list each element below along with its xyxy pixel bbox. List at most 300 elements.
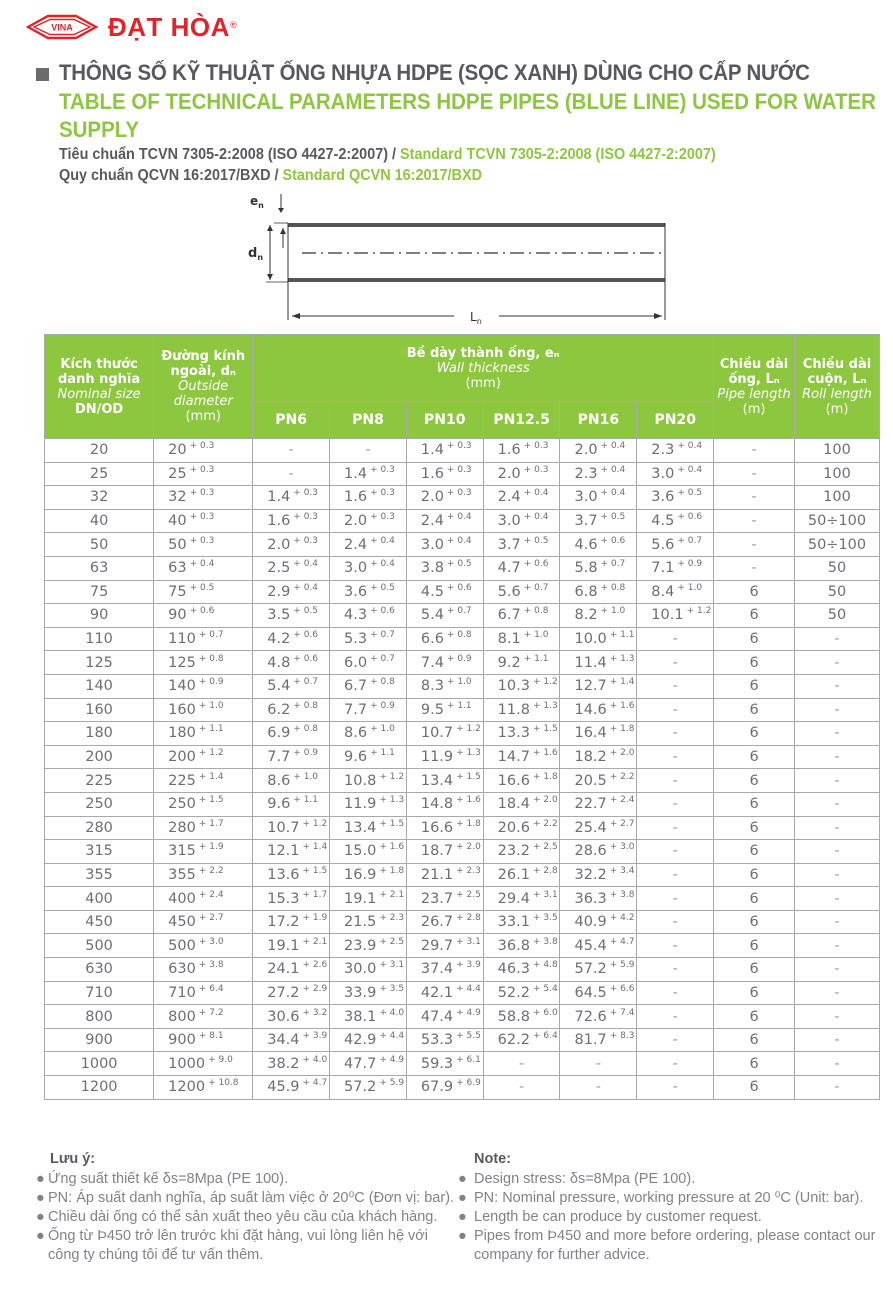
cell-pipe-length: 6 — [714, 1052, 795, 1076]
cell-wall-pn6: 4.8 $^{+ 0.6}$ — [253, 651, 330, 675]
note-item: ● Ứng suất thiết kế δs=8Mpa (PE 100). — [36, 1171, 289, 1187]
cell-wall-pn10: 13.4 $^{+ 1.5}$ — [406, 769, 483, 793]
cell-wall-pn8: 47.7 $^{+ 4.9}$ — [330, 1052, 407, 1076]
bullet-icon: ● — [36, 1228, 45, 1244]
cell-wall-pn16: 22.7 $^{+ 2.4}$ — [560, 792, 637, 816]
cell-wall-pn12-5: 4.7 $^{+ 0.6}$ — [483, 556, 560, 580]
note-item: ● Chiều dài ống có thể sản xuất theo yêu cầu của khách hàng. — [36, 1209, 438, 1225]
header-pn8: PN8 — [330, 402, 407, 439]
cell-outside-diameter: 1000 $^{+ 9.0}$ — [154, 1052, 253, 1076]
cell-roll-length: - — [795, 863, 880, 887]
standard-line: Tiêu chuẩn TCVN 7305-2:2008 (ISO 4427-2:2007) / Standard TCVN 7305-2:2008 (ISO 4427-2:2007) — [59, 146, 716, 163]
cell-wall-pn12-5: 52.2 $^{+ 5.4}$ — [483, 981, 560, 1005]
cell-wall-pn12-5: 11.8 $^{+ 1.3}$ — [483, 698, 560, 722]
cell-pipe-length: - — [714, 486, 795, 510]
cell-wall-pn20: - — [637, 840, 714, 864]
cell-wall-pn16: 72.6 $^{+ 7.4}$ — [560, 1005, 637, 1029]
cell-wall-pn8: 3.6 $^{+ 0.5}$ — [330, 580, 407, 604]
cell-pipe-length: 6 — [714, 769, 795, 793]
cell-wall-pn20: - — [637, 674, 714, 698]
cell-wall-pn20: - — [637, 910, 714, 934]
cell-wall-pn6: 12.1 $^{+ 1.4}$ — [253, 840, 330, 864]
cell-wall-pn10: 1.4 $^{+ 0.3}$ — [406, 439, 483, 463]
cell-nominal-size: 32 — [45, 486, 154, 510]
table-row — [45, 887, 880, 911]
cell-outside-diameter: 200 $^{+ 1.2}$ — [154, 745, 253, 769]
cell-wall-pn20: - — [637, 934, 714, 958]
cell-roll-length: - — [795, 792, 880, 816]
table-body — [45, 439, 880, 1100]
cell-pipe-length: 6 — [714, 910, 795, 934]
table-row — [45, 722, 880, 746]
cell-wall-pn6: 2.5 $^{+ 0.4}$ — [253, 556, 330, 580]
cell-wall-pn10: 11.9 $^{+ 1.3}$ — [406, 745, 483, 769]
cell-nominal-size: 355 — [45, 863, 154, 887]
cell-pipe-length: 6 — [714, 816, 795, 840]
cell-wall-pn6: 3.5 $^{+ 0.5}$ — [253, 604, 330, 628]
cell-nominal-size: 160 — [45, 698, 154, 722]
cell-pipe-length: - — [714, 533, 795, 557]
cell-nominal-size: 140 — [45, 674, 154, 698]
cell-roll-length: - — [795, 934, 880, 958]
cell-wall-pn12-5: 3.7 $^{+ 0.5}$ — [483, 533, 560, 557]
cell-pipe-length: 6 — [714, 887, 795, 911]
cell-outside-diameter: 63 $^{+ 0.4}$ — [154, 556, 253, 580]
cell-nominal-size: 250 — [45, 792, 154, 816]
bullet-icon: ● — [458, 1209, 467, 1225]
brand-logo — [26, 14, 237, 40]
cell-pipe-length: 6 — [714, 674, 795, 698]
cell-outside-diameter: 500 $^{+ 3.0}$ — [154, 934, 253, 958]
cell-wall-pn10: 47.4 $^{+ 4.9}$ — [406, 1005, 483, 1029]
cell-wall-pn12-5: 26.1 $^{+ 2.8}$ — [483, 863, 560, 887]
cell-roll-length: - — [795, 910, 880, 934]
note-item: ● Pipes from Þ450 and more before ordering, please contact our company for further advice. — [458, 1228, 876, 1263]
table-row — [45, 580, 880, 604]
table-row — [45, 934, 880, 958]
cell-wall-pn10: 23.7 $^{+ 2.5}$ — [406, 887, 483, 911]
technical-parameters-table — [44, 334, 880, 1100]
cell-wall-pn6: 15.3 $^{+ 1.7}$ — [253, 887, 330, 911]
header-pn16: PN16 — [560, 402, 637, 439]
cell-wall-pn10: 29.7 $^{+ 3.1}$ — [406, 934, 483, 958]
cell-roll-length: 50 — [795, 580, 880, 604]
cell-nominal-size: 630 — [45, 958, 154, 982]
cell-pipe-length: 6 — [714, 934, 795, 958]
cell-outside-diameter: 160 $^{+ 1.0}$ — [154, 698, 253, 722]
note-item: ● Ống từ Þ450 trở lên trước khi đặt hàng, vui lòng liên hệ với công ty chúng tôi để tư vấn thêm. — [36, 1228, 429, 1263]
cell-outside-diameter: 710 $^{+ 6.4}$ — [154, 981, 253, 1005]
cell-wall-pn20: - — [637, 1028, 714, 1052]
cell-wall-pn16: 11.4 $^{+ 1.3}$ — [560, 651, 637, 675]
cell-wall-pn6: 8.6 $^{+ 1.0}$ — [253, 769, 330, 793]
table-row — [45, 792, 880, 816]
cell-wall-pn16: 28.6 $^{+ 3.0}$ — [560, 840, 637, 864]
cell-outside-diameter: 355 $^{+ 2.2}$ — [154, 863, 253, 887]
cell-outside-diameter: 900 $^{+ 8.1}$ — [154, 1028, 253, 1052]
cell-wall-pn10: 8.3 $^{+ 1.0}$ — [406, 674, 483, 698]
cell-wall-pn6: 5.4 $^{+ 0.7}$ — [253, 674, 330, 698]
cell-wall-pn12-5: - — [483, 1052, 560, 1076]
cell-wall-pn16: 20.5 $^{+ 2.2}$ — [560, 769, 637, 793]
cell-wall-pn10: 53.3 $^{+ 5.5}$ — [406, 1028, 483, 1052]
cell-wall-pn12-5: - — [483, 1076, 560, 1100]
cell-wall-pn12-5: 46.3 $^{+ 4.8}$ — [483, 958, 560, 982]
cell-wall-pn10: 2.4 $^{+ 0.4}$ — [406, 509, 483, 533]
cell-wall-pn16: 36.3 $^{+ 3.8}$ — [560, 887, 637, 911]
cell-wall-pn12-5: 36.8 $^{+ 3.8}$ — [483, 934, 560, 958]
cell-wall-pn10: 14.8 $^{+ 1.6}$ — [406, 792, 483, 816]
cell-wall-pn16: 18.2 $^{+ 2.0}$ — [560, 745, 637, 769]
cell-pipe-length: 6 — [714, 1005, 795, 1029]
heading-square-icon — [36, 68, 49, 81]
cell-wall-pn12-5: 33.1 $^{+ 3.5}$ — [483, 910, 560, 934]
cell-wall-pn6: 6.2 $^{+ 0.8}$ — [253, 698, 330, 722]
cell-wall-pn8: 30.0 $^{+ 3.1}$ — [330, 958, 407, 982]
cell-wall-pn8: 6.7 $^{+ 0.8}$ — [330, 674, 407, 698]
page-heading — [36, 58, 886, 186]
bullet-icon: ● — [458, 1190, 467, 1206]
cell-nominal-size: 315 — [45, 840, 154, 864]
table-row — [45, 1005, 880, 1029]
cell-wall-pn20: - — [637, 627, 714, 651]
cell-wall-pn8: 11.9 $^{+ 1.3}$ — [330, 792, 407, 816]
cell-outside-diameter: 25 $^{+ 0.3}$ — [154, 462, 253, 486]
cell-pipe-length: - — [714, 439, 795, 463]
cell-outside-diameter: 250 $^{+ 1.5}$ — [154, 792, 253, 816]
table-row — [45, 1028, 880, 1052]
cell-outside-diameter: 1200 $^{+ 10.8}$ — [154, 1076, 253, 1100]
cell-wall-pn16: 81.7 $^{+ 8.3}$ — [560, 1028, 637, 1052]
cell-wall-pn10: 3.0 $^{+ 0.4}$ — [406, 533, 483, 557]
header-roll-length: Chiều dài cuộn, Lₙ Roll length (m) — [795, 335, 880, 439]
cell-nominal-size: 40 — [45, 509, 154, 533]
table-row — [45, 745, 880, 769]
cell-wall-pn6: 45.9 $^{+ 4.7}$ — [253, 1076, 330, 1100]
cell-wall-pn8: 16.9 $^{+ 1.8}$ — [330, 863, 407, 887]
cell-wall-pn16: - — [560, 1052, 637, 1076]
cell-wall-pn6: 6.9 $^{+ 0.8}$ — [253, 722, 330, 746]
cell-roll-length: 100 — [795, 462, 880, 486]
cell-wall-pn6: 2.0 $^{+ 0.3}$ — [253, 533, 330, 557]
cell-wall-pn20: - — [637, 958, 714, 982]
cell-wall-pn10: 7.4 $^{+ 0.9}$ — [406, 651, 483, 675]
cell-outside-diameter: 75 $^{+ 0.5}$ — [154, 580, 253, 604]
cell-wall-pn16: 6.8 $^{+ 0.8}$ — [560, 580, 637, 604]
cell-wall-pn8: 8.6 $^{+ 1.0}$ — [330, 722, 407, 746]
notes-vietnamese — [36, 1150, 456, 1265]
cell-wall-pn20: - — [637, 863, 714, 887]
cell-wall-pn10: 18.7 $^{+ 2.0}$ — [406, 840, 483, 864]
table-row — [45, 556, 880, 580]
table-row — [45, 439, 880, 463]
cell-wall-pn10: 4.5 $^{+ 0.6}$ — [406, 580, 483, 604]
cell-wall-pn10: 42.1 $^{+ 4.4}$ — [406, 981, 483, 1005]
cell-wall-pn16: 2.0 $^{+ 0.4}$ — [560, 439, 637, 463]
cell-wall-pn12-5: 2.4 $^{+ 0.4}$ — [483, 486, 560, 510]
cell-outside-diameter: 180 $^{+ 1.1}$ — [154, 722, 253, 746]
cell-pipe-length: 6 — [714, 840, 795, 864]
table-row — [45, 958, 880, 982]
cell-roll-length: - — [795, 1052, 880, 1076]
cell-roll-length: 50 — [795, 556, 880, 580]
cell-wall-pn6: 7.7 $^{+ 0.9}$ — [253, 745, 330, 769]
cell-outside-diameter: 225 $^{+ 1.4}$ — [154, 769, 253, 793]
cell-wall-pn16: 45.4 $^{+ 4.7}$ — [560, 934, 637, 958]
cell-wall-pn16: 10.0 $^{+ 1.1}$ — [560, 627, 637, 651]
table-row — [45, 910, 880, 934]
cell-nominal-size: 20 — [45, 439, 154, 463]
cell-wall-pn10: 3.8 $^{+ 0.5}$ — [406, 556, 483, 580]
cell-nominal-size: 125 — [45, 651, 154, 675]
table-row — [45, 981, 880, 1005]
cell-roll-length: - — [795, 958, 880, 982]
table-row — [45, 509, 880, 533]
cell-wall-pn8: 38.1 $^{+ 4.0}$ — [330, 1005, 407, 1029]
table-row — [45, 769, 880, 793]
cell-wall-pn8: 13.4 $^{+ 1.5}$ — [330, 816, 407, 840]
cell-wall-pn8: 21.5 $^{+ 2.3}$ — [330, 910, 407, 934]
cell-nominal-size: 25 — [45, 462, 154, 486]
header-pn10: PN10 — [406, 402, 483, 439]
cell-wall-pn8: 2.4 $^{+ 0.4}$ — [330, 533, 407, 557]
cell-nominal-size: 110 — [45, 627, 154, 651]
cell-pipe-length: 6 — [714, 651, 795, 675]
cell-wall-pn8: 4.3 $^{+ 0.6}$ — [330, 604, 407, 628]
cell-wall-pn12-5: 3.0 $^{+ 0.4}$ — [483, 509, 560, 533]
cell-wall-pn20: 3.0 $^{+ 0.4}$ — [637, 462, 714, 486]
cell-wall-pn16: 57.2 $^{+ 5.9}$ — [560, 958, 637, 982]
cell-wall-pn6: 10.7 $^{+ 1.2}$ — [253, 816, 330, 840]
cell-wall-pn16: 25.4 $^{+ 2.7}$ — [560, 816, 637, 840]
cell-wall-pn8: 10.8 $^{+ 1.2}$ — [330, 769, 407, 793]
cell-wall-pn8: 1.4 $^{+ 0.3}$ — [330, 462, 407, 486]
cell-wall-pn10: 10.7 $^{+ 1.2}$ — [406, 722, 483, 746]
cell-wall-pn20: - — [637, 1076, 714, 1100]
table-row — [45, 486, 880, 510]
note-item: ● Length be can produce by customer request. — [458, 1209, 762, 1225]
cell-wall-pn20: - — [637, 1052, 714, 1076]
cell-wall-pn12-5: 6.7 $^{+ 0.8}$ — [483, 604, 560, 628]
cell-wall-pn8: 57.2 $^{+ 5.9}$ — [330, 1076, 407, 1100]
cell-roll-length: - — [795, 1028, 880, 1052]
header-pipe-length: Chiều dài ống, Lₙ Pipe length (m) — [714, 335, 795, 439]
cell-wall-pn8: 9.6 $^{+ 1.1}$ — [330, 745, 407, 769]
cell-wall-pn12-5: 13.3 $^{+ 1.5}$ — [483, 722, 560, 746]
cell-wall-pn6: 17.2 $^{+ 1.9}$ — [253, 910, 330, 934]
cell-wall-pn12-5: 18.4 $^{+ 2.0}$ — [483, 792, 560, 816]
cell-pipe-length: 6 — [714, 580, 795, 604]
cell-wall-pn20: - — [637, 887, 714, 911]
cell-nominal-size: 280 — [45, 816, 154, 840]
cell-pipe-length: 6 — [714, 1028, 795, 1052]
cell-wall-pn10: 5.4 $^{+ 0.7}$ — [406, 604, 483, 628]
cell-wall-pn10: 67.9 $^{+ 6.9}$ — [406, 1076, 483, 1100]
header-pn12-5: PN12.5 — [483, 402, 560, 439]
cell-wall-pn16: 3.7 $^{+ 0.5}$ — [560, 509, 637, 533]
cell-outside-diameter: 280 $^{+ 1.7}$ — [154, 816, 253, 840]
table-row — [45, 840, 880, 864]
cell-wall-pn8: 23.9 $^{+ 2.5}$ — [330, 934, 407, 958]
cell-wall-pn16: 8.2 $^{+ 1.0}$ — [560, 604, 637, 628]
cell-wall-pn20: 2.3 $^{+ 0.4}$ — [637, 439, 714, 463]
cell-wall-pn6: 24.1 $^{+ 2.6}$ — [253, 958, 330, 982]
table-row — [45, 604, 880, 628]
cell-wall-pn16: 4.6 $^{+ 0.6}$ — [560, 533, 637, 557]
cell-roll-length: 100 — [795, 439, 880, 463]
cell-wall-pn6: - — [253, 462, 330, 486]
table-row — [45, 674, 880, 698]
cell-outside-diameter: 110 $^{+ 0.7}$ — [154, 627, 253, 651]
cell-wall-pn12-5: 23.2 $^{+ 2.5}$ — [483, 840, 560, 864]
cell-wall-pn20: - — [637, 651, 714, 675]
cell-wall-pn8: 42.9 $^{+ 4.4}$ — [330, 1028, 407, 1052]
cell-roll-length: 100 — [795, 486, 880, 510]
cell-roll-length: - — [795, 745, 880, 769]
cell-wall-pn10: 9.5 $^{+ 1.1}$ — [406, 698, 483, 722]
cell-wall-pn20: - — [637, 792, 714, 816]
regulation-line: Quy chuẩn QCVN 16:2017/BXD / Standard QCVN 16:2017/BXD — [59, 167, 482, 184]
cell-pipe-length: 6 — [714, 792, 795, 816]
cell-nominal-size: 400 — [45, 887, 154, 911]
cell-nominal-size: 900 — [45, 1028, 154, 1052]
cell-pipe-length: 6 — [714, 958, 795, 982]
cell-outside-diameter: 20 $^{+ 0.3}$ — [154, 439, 253, 463]
note-item: ● Design stress: δs=8Mpa (PE 100). — [458, 1171, 696, 1187]
table-row — [45, 651, 880, 675]
cell-wall-pn20: 8.4 $^{+ 1.0}$ — [637, 580, 714, 604]
cell-wall-pn20: - — [637, 698, 714, 722]
cell-wall-pn12-5: 5.6 $^{+ 0.7}$ — [483, 580, 560, 604]
cell-wall-pn16: 14.6 $^{+ 1.6}$ — [560, 698, 637, 722]
cell-wall-pn8: 15.0 $^{+ 1.6}$ — [330, 840, 407, 864]
cell-wall-pn8: 3.0 $^{+ 0.4}$ — [330, 556, 407, 580]
cell-wall-pn10: 21.1 $^{+ 2.3}$ — [406, 863, 483, 887]
cell-wall-pn6: 34.4 $^{+ 3.9}$ — [253, 1028, 330, 1052]
cell-wall-pn8: 6.0 $^{+ 0.7}$ — [330, 651, 407, 675]
bullet-icon: ● — [36, 1209, 45, 1225]
bullet-icon: ● — [36, 1171, 45, 1187]
table-row — [45, 863, 880, 887]
notes-vn-title: Lưu ý: — [50, 1151, 96, 1167]
cell-wall-pn8: 7.7 $^{+ 0.9}$ — [330, 698, 407, 722]
cell-wall-pn10: 2.0 $^{+ 0.3}$ — [406, 486, 483, 510]
title-vn: THÔNG SỐ KỸ THUẬT ỐNG NHỰA HDPE (SỌC XANH) DÙNG CHO CẤP NƯỚC — [59, 60, 810, 85]
cell-roll-length: - — [795, 698, 880, 722]
table-row — [45, 1052, 880, 1076]
cell-roll-length: 50÷100 — [795, 533, 880, 557]
cell-wall-pn8: 19.1 $^{+ 2.1}$ — [330, 887, 407, 911]
title-en: TABLE OF TECHNICAL PARAMETERS HDPE PIPES (BLUE LINE) USED FOR WATER SUPPLY — [59, 89, 876, 142]
header-nominal-size: Kích thước danh nghĩa Nominal size DN/OD — [45, 335, 154, 439]
cell-wall-pn8: 33.9 $^{+ 3.5}$ — [330, 981, 407, 1005]
cell-pipe-length: 6 — [714, 604, 795, 628]
cell-outside-diameter: 630 $^{+ 3.8}$ — [154, 958, 253, 982]
cell-roll-length: - — [795, 651, 880, 675]
cell-outside-diameter: 40 $^{+ 0.3}$ — [154, 509, 253, 533]
cell-pipe-length: 6 — [714, 863, 795, 887]
cell-pipe-length: - — [714, 509, 795, 533]
cell-wall-pn20: - — [637, 769, 714, 793]
cell-wall-pn20: - — [637, 722, 714, 746]
table-row — [45, 627, 880, 651]
cell-wall-pn12-5: 9.2 $^{+ 1.1}$ — [483, 651, 560, 675]
cell-pipe-length: 6 — [714, 627, 795, 651]
cell-wall-pn12-5: 29.4 $^{+ 3.1}$ — [483, 887, 560, 911]
cell-wall-pn6: 19.1 $^{+ 2.1}$ — [253, 934, 330, 958]
cell-pipe-length: - — [714, 556, 795, 580]
cell-pipe-length: 6 — [714, 981, 795, 1005]
pipe-dimension-diagram — [244, 190, 674, 330]
cell-pipe-length: - — [714, 462, 795, 486]
cell-pipe-length: 6 — [714, 698, 795, 722]
cell-roll-length: - — [795, 769, 880, 793]
cell-roll-length: - — [795, 1005, 880, 1029]
cell-wall-pn6: - — [253, 439, 330, 463]
cell-outside-diameter: 125 $^{+ 0.8}$ — [154, 651, 253, 675]
cell-outside-diameter: 400 $^{+ 2.4}$ — [154, 887, 253, 911]
cell-wall-pn10: 16.6 $^{+ 1.8}$ — [406, 816, 483, 840]
cell-wall-pn12-5: 58.8 $^{+ 6.0}$ — [483, 1005, 560, 1029]
cell-wall-pn16: 40.9 $^{+ 4.2}$ — [560, 910, 637, 934]
cell-wall-pn16: 3.0 $^{+ 0.4}$ — [560, 486, 637, 510]
cell-wall-pn20: - — [637, 816, 714, 840]
cell-wall-pn16: 5.8 $^{+ 0.7}$ — [560, 556, 637, 580]
cell-nominal-size: 90 — [45, 604, 154, 628]
notes-english — [458, 1150, 888, 1265]
svg-text:en: $e_n$ — [250, 194, 264, 210]
cell-nominal-size: 1000 — [45, 1052, 154, 1076]
svg-text:dn: $d_n$ — [248, 246, 264, 262]
cell-wall-pn6: 1.6 $^{+ 0.3}$ — [253, 509, 330, 533]
cell-pipe-length: 6 — [714, 1076, 795, 1100]
cell-wall-pn12-5: 8.1 $^{+ 1.0}$ — [483, 627, 560, 651]
cell-roll-length: - — [795, 840, 880, 864]
cell-wall-pn20: 4.5 $^{+ 0.6}$ — [637, 509, 714, 533]
cell-roll-length: - — [795, 981, 880, 1005]
cell-pipe-length: 6 — [714, 745, 795, 769]
cell-wall-pn12-5: 16.6 $^{+ 1.8}$ — [483, 769, 560, 793]
cell-nominal-size: 450 — [45, 910, 154, 934]
cell-nominal-size: 200 — [45, 745, 154, 769]
cell-wall-pn16: - — [560, 1076, 637, 1100]
cell-wall-pn6: 27.2 $^{+ 2.9}$ — [253, 981, 330, 1005]
table-row — [45, 1076, 880, 1100]
cell-nominal-size: 50 — [45, 533, 154, 557]
bullet-icon: ● — [458, 1171, 467, 1187]
cell-nominal-size: 800 — [45, 1005, 154, 1029]
cell-wall-pn8: 5.3 $^{+ 0.7}$ — [330, 627, 407, 651]
cell-wall-pn20: 7.1 $^{+ 0.9}$ — [637, 556, 714, 580]
cell-wall-pn12-5: 10.3 $^{+ 1.2}$ — [483, 674, 560, 698]
cell-outside-diameter: 450 $^{+ 2.7}$ — [154, 910, 253, 934]
cell-wall-pn6: 30.6 $^{+ 3.2}$ — [253, 1005, 330, 1029]
cell-roll-length: - — [795, 627, 880, 651]
cell-roll-length: 50÷100 — [795, 509, 880, 533]
cell-outside-diameter: 90 $^{+ 0.6}$ — [154, 604, 253, 628]
cell-wall-pn16: 64.5 $^{+ 6.6}$ — [560, 981, 637, 1005]
cell-wall-pn12-5: 14.7 $^{+ 1.6}$ — [483, 745, 560, 769]
header-pn6: PN6 — [253, 402, 330, 439]
notes-en-title: Note: — [474, 1151, 512, 1167]
bullet-icon: ● — [458, 1228, 467, 1244]
cell-roll-length: - — [795, 674, 880, 698]
cell-wall-pn8: 1.6 $^{+ 0.3}$ — [330, 486, 407, 510]
svg-text:Ln: $L_n$ — [470, 310, 482, 326]
table-row — [45, 816, 880, 840]
note-item: ● PN: Nominal pressure, working pressure at 20 ⁰C (Unit: bar). — [458, 1190, 864, 1206]
cell-outside-diameter: 315 $^{+ 1.9}$ — [154, 840, 253, 864]
